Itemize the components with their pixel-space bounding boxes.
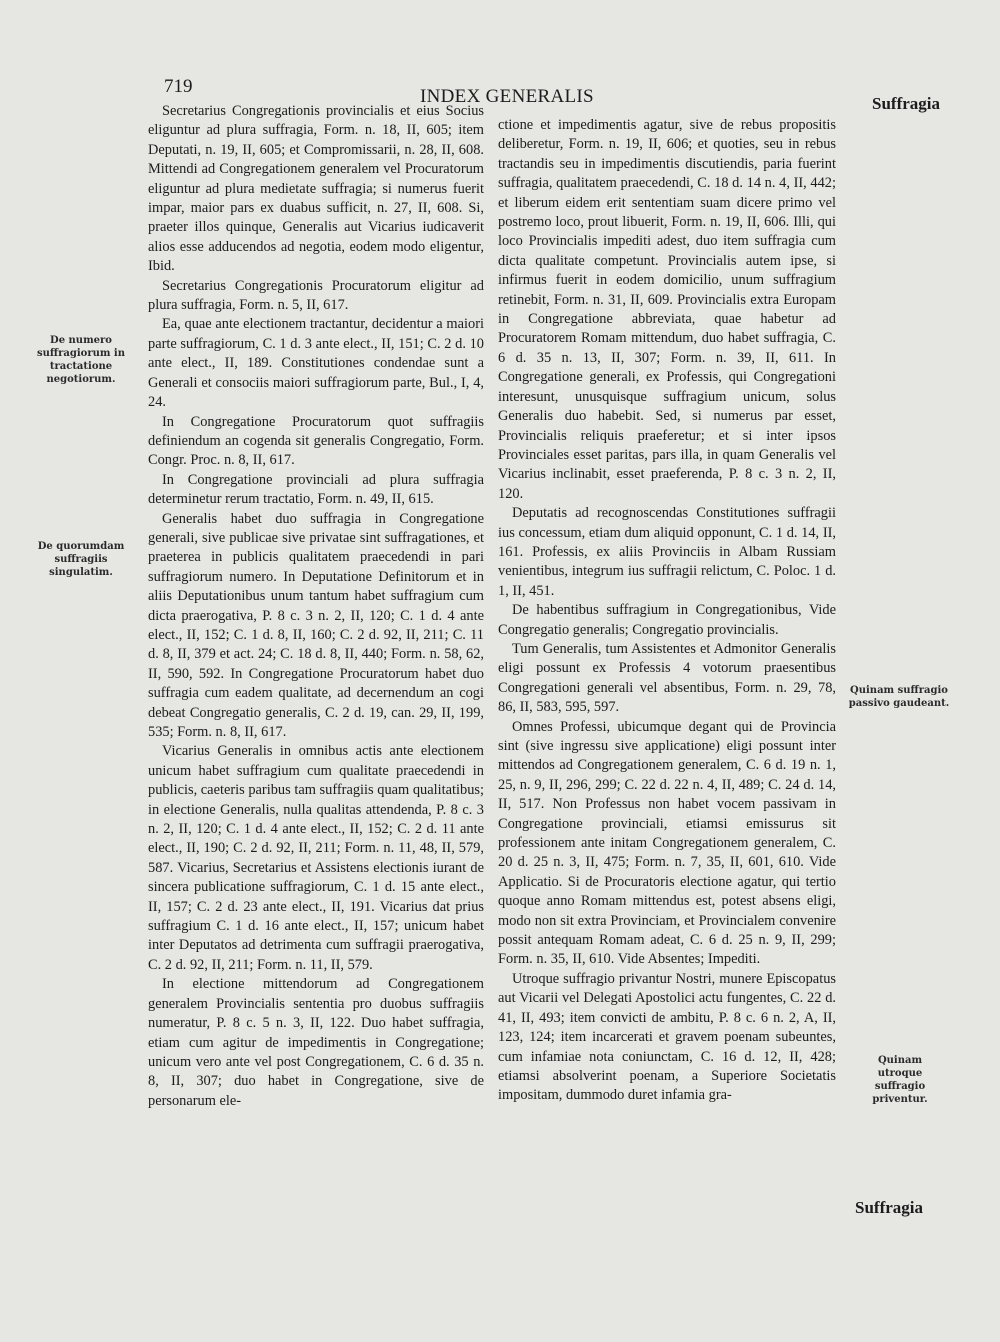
page-number: 719 xyxy=(164,76,193,97)
paragraph: Secretarius Congregationis Procuratorum eligitur ad plura suffragia, Form. n. 5, II, 617. xyxy=(148,277,484,314)
side-note-numero: De numero suffragiorum in tractatione negotiorum. xyxy=(37,335,125,385)
paragraph: Tum Generalis, tum Assistentes et Admonitor Generalis eligi possunt ex Professis 4 votorum praesentibus Congregationi generali vel absentibus, Form. n. 29, 78, 86, II, 583, 595, 597. xyxy=(498,640,836,716)
paragraph: ctione et impedimentis agatur, sive de rebus propositis deliberetur, Form. n. 19, II, 606; et quoties, seu in rebus tractandis seu in impedimentis discutiendis, paria fuerint suffragia, qualitatem praecedendi, C. 18 d. 14 n. 4, II, 442; et liberum eidem erit sententiam suam dicere primo vel postremo loco, prout libuerit, Form. n. 19, II, 606. Illi, qui loco Provincialis impediti adest, duo item suffragia cum dicta qualitate competunt. Provincialis autem ipse, si infirmus fuerit in eodem domicilio, unum suffragium retinebit, Form. n. 31, II, 609. Provincialis extra Europam in Congregatione abbreviata, quae habetur ad Procuratorem Romam mittendum, duo habet suffragia, C. 6 d. 35 n. 13, II, 307; Form. n. 39, II, 611. In Congregatione generali, ex Professis, qui Congregationi interesunt, unusquisque suffragium unicum, solus Generalis duo habebit. Sed, si numerus par esset, Provincialis reliquis praeferetur; et si inter ipsos Provinciales esset paritas, pars illa, in quam Generalis vel Vicarius inclinabit, esset praeferenda, P. 8 c. 3 n. 2, II, 120. xyxy=(498,117,836,502)
paragraph: Generalis habet duo suffragia in Congregatione generali, sive publicae sive privatae sint suffragationes, et praeterea in publicis qualitatem praecedendi in pari suffragiorum numero. In Deputatione Definitorum et in aliis Deputationibus unum tantum habet suffragium cum dicta praerogativa, P. 8 c. 3 n. 2, II, 120; C. 1 d. 4 ante elect., II, 152; C. 1 d. 8, II, 160; C. 2 d. 92, II, 211; C. 11 d. 8, II, 379 et act. 24; C. 18 d. 8, II, 440; Form. n. 58, 62, II, 590, 592. In Congregatione Procuratorum habet duo suffragia cum eadem qualitate, ad decernendum an cogi debeat Congregatio generalis, C. 2 d. 19, can. 29, II, 199, 535; Form. n. 8, II, 617. xyxy=(148,510,484,740)
column-right xyxy=(498,116,836,1106)
side-note-quorumdam: De quorumdam suffragiis singulatim. xyxy=(37,541,125,578)
paragraph: Deputatis ad recognoscendas Constitutiones suffragii ius concessum, etiam dum aliquid opponunt, C. 1 d. 14, II, 161. Professis, ex aliis Provinciis in Albam Russiam venientibus, integrum ius suffragii relictum, C. Poloc. 1 d. 1, II, 451. xyxy=(498,505,836,599)
paragraph: In electione mittendorum ad Congregationem generalem Provincialis sententia pro duobus suffragiis numeratur, P. 8 c. 5 n. 3, II, 122. Duo habet suffragia, etiam cum agitur de impedimentis in Congregatione; unicum vero ante vel post Congregationem, C. 6 d. 35 n. 8, II, 307; duo habet in Congregatione, sive de personarum ele- xyxy=(148,976,484,1109)
running-head: INDEX GENERALIS xyxy=(420,86,594,107)
paragraph: Vicarius Generalis in omnibus actis ante electionem unicum habet suffragium cum qualitate praecedendi in publicis, caeteris paribus tam suffragiis quam qualitatibus; in electione Generalis, nulla qualitas attendenda, P. 8 c. 3 n. 2, II, 120; C. 1 d. 4 ante elect., II, 152; C. 2 d. 11 ante elect., II, 190; C. 2 d. 92, II, 211; Form. n. 11, 48, II, 579, 587. Vicarius, Secretarius et Assistens electionis iurant de sincera publicatione suffragiorum, C. 1 d. 15 ante elect., II, 157; C. 2 d. 23 ante elect., II, 191. Vicarius dat prius suffragium C. 1 d. 16 ante elect., II, 157; unicum habet inter Deputatos ad detrimenta cum suffragii praerogativa, C. 2 d. 92, II, 211; Form. n. 11, II, 579. xyxy=(148,743,484,973)
catchword-bottom: Suffragia xyxy=(855,1198,923,1217)
paragraph: Utroque suffragio privantur Nostri, munere Episcopatus aut Vicarii vel Delegati Apostolici actu fungentes, C. 22 d. 41, II, 493; item convicti de ambitu, P. 8 c. 6 n. 2, A, II, 123, 124; item incarcerati et gravem poenam subeuntes, cum infamiae nota coniunctam, C. 16 d. 12, II, 428; etiamsi absolverint poenam, a Superiore Societatis impositam, dummodo duret infamia gra- xyxy=(498,970,836,1104)
paragraph: Omnes Professi, ubicumque degant qui de Provincia sint (sive ingressu sive applicatione) eligi possunt inter mittendos ad Congregationem generalem, C. 6 d. 19 n. 1, 25, n. 9, II, 296, 299; C. 22 d. 22 n. 4, II, 489; C. 24 d. 14, II, 517. Non Professus non habet vocem passivam in Congregatione provinciali, etiamsi emissurus sit professionem ante initam Congregationem generalem, C. 20 d. 25 n. 3, II, 475; Form. n. 7, 35, II, 601, 610. Vide Applicatio. Si de Procuratoris electione agatur, qui tertio quoque anno Romam mittendus est, potest absens eligi, modo non sit extra Provinciam, et Provincialem convenire possit antequam Romam adeat, C. 6 d. 25 n. 9, II, 299; Form. n. 35, II, 610. Vide Absentes; Impediti. xyxy=(498,718,836,968)
side-note-passivo: Quinam suffragio passivo gaudeant. xyxy=(848,685,950,709)
paragraph: Ea, quae ante electionem tractantur, decidentur a maiori parte suffragiorum, C. 1 d. 3 ante elect., II, 151; C. 2 d. 10 ante elect., II, 189. Constitutiones condendae sunt a Generali et consociis maiori suffragiorum parte, Bul., I, 4, 24. xyxy=(148,316,484,411)
paragraph: De habentibus suffragium in Congregationibus, Vide Congregatio generalis; Congregatio provincialis. xyxy=(498,602,836,638)
catchword-top: Suffragia xyxy=(872,94,940,113)
paragraph: In Congregatione Procuratorum quot suffragiis definiendum an cogenda sit generalis Congregatio, Form. Congr. Proc. n. 8, II, 617. xyxy=(148,413,484,469)
paragraph: In Congregatione provinciali ad plura suffragia determinetur rerum tractatio, Form. n. 49, II, 615. xyxy=(148,471,484,508)
paragraph: Secretarius Congregationis provincialis et eius Socius eliguntur ad plura suffragia, Form. n. 18, II, 605; item Deputati, n. 19, II, 605; et Compromissarii, n. 28, II, 608. Mittendi ad Congregationem generalem vel Procuratorum eliguntur ad plura medietate suffragia; si numerus fuerit impar, maior pars ex duabus sufficit, n. 27, II, 608. Si, praeter illos quinque, Generalis aut Vicarius iudicaverit alios esse adducendos ad negotia, eodem modo eligentur, Ibid. xyxy=(148,103,484,275)
side-note-priventur: Quinam utroque suffragio priventur. xyxy=(872,1055,928,1105)
column-left xyxy=(148,102,484,1111)
